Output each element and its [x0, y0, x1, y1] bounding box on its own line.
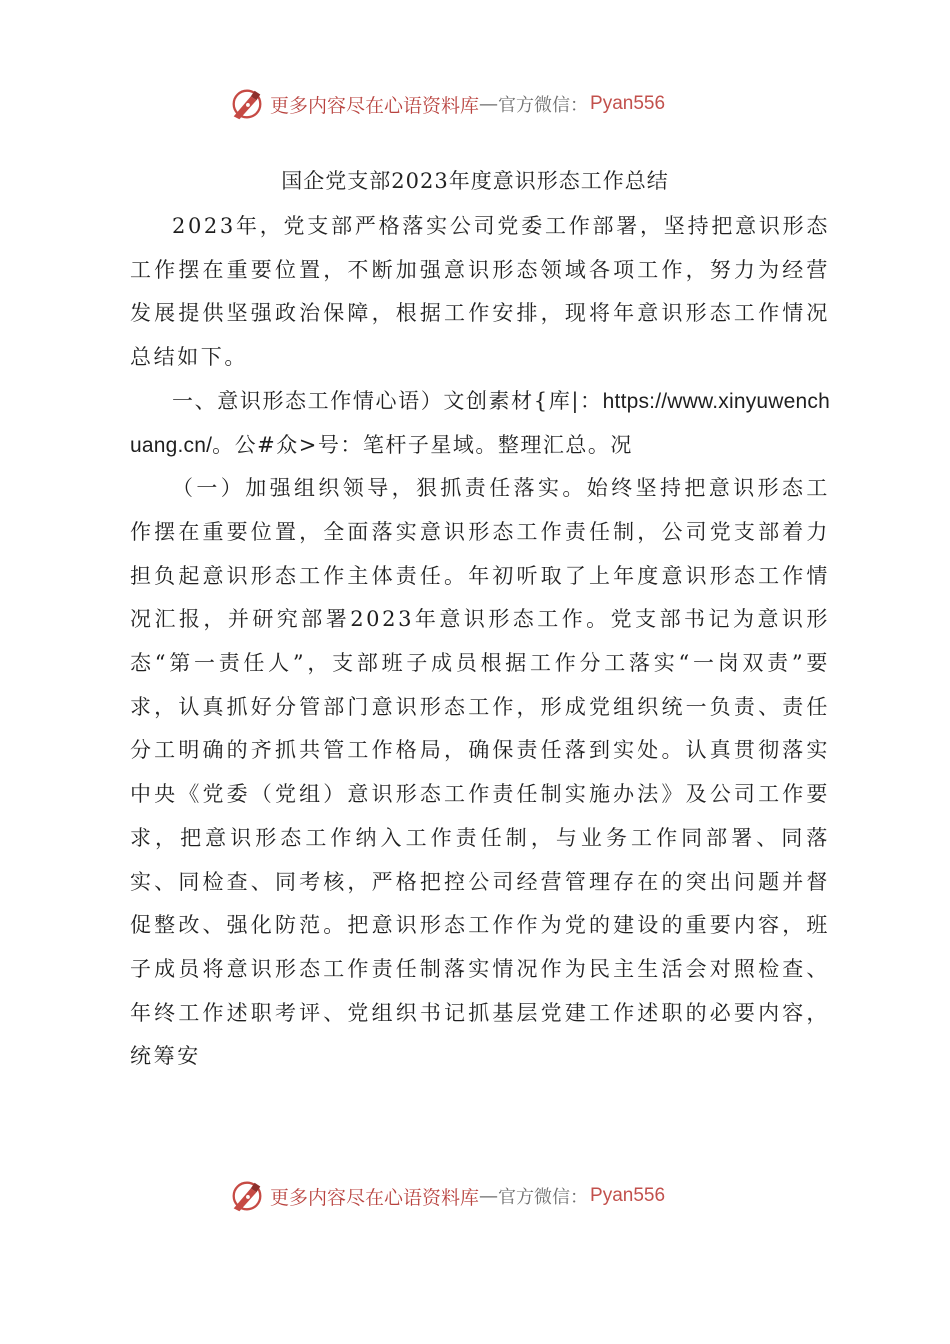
pen-nib-logo-icon: [228, 1177, 266, 1215]
banner-text: 更多内容尽在心语资料库: [270, 1186, 480, 1209]
source-url-text: https://www.xinyuwenchuang.cn/: [130, 389, 830, 457]
banner-wechat-label: 官方微信：: [498, 95, 589, 116]
banner-wechat-id: Pyan556: [590, 93, 666, 114]
footer-banner: [228, 1176, 728, 1216]
banner-text: 更多内容尽在心语资料库: [270, 94, 480, 117]
pen-nib-logo-icon: [228, 85, 266, 123]
section-1-suffix: 。公#众>号：笔杆子星域。整理汇总。况: [212, 432, 633, 457]
banner-wechat-label: 官方微信：: [498, 1187, 589, 1208]
document-title: 国企党支部2023年度意识形态工作总结: [281, 169, 669, 193]
banner-wechat-id: Pyan556: [590, 1185, 666, 1206]
header-banner: [228, 84, 728, 124]
intro-paragraph: 2023年，党支部严格落实公司党委工作部署，坚持把意识形态工作摆在重要位置，不断加强意识形态领域各项工作，努力为经营发展提供坚强政治保障，根据工作安排，现将年意识形态工作情况总结如下。: [130, 214, 830, 370]
section-1-heading: [130, 380, 830, 467]
paragraph-1: （一）加强组织领导，狠抓责任落实。始终坚持把意识形态工作摆在重要位置，全面落实意识形态工作责任制，公司党支部着力担负起意识形态工作主体责任。年初听取了上年度意识形态工作情况汇报，并研究部署2023年意识形态工作。党支部书记为意识形态“第一责任人”，支部班子成员根据工作分工落实“一岗双责”要求，认真抓好分管部门意识形态工作，形成党组织统一负责、责任分工明确的齐抓共管工作格局，确保责任落到实处。认真贯彻落实中央《党委（党组）意识形态工作责任制实施办法》及公司工作要求，把意识形态工作纳入工作责任制，与业务工作同部署、同落实、同检查、同考核，严格把控公司经营管理存在的突出问题并督促整改、强化防范。把意识形态工作作为党的建设的重要内容，班子成员将意识形态工作责任制落实情况作为民主生活会对照检查、年终工作述职考评、党组织书记抓基层党建工作述职的必要内容，统筹安: [130, 476, 830, 1069]
banner-dash: —: [479, 1185, 499, 1207]
document-body: [130, 205, 830, 1079]
banner-dash: —: [479, 93, 499, 115]
section-1-prefix: 一、意识形态工作情心语）文创素材{库|：: [172, 388, 603, 413]
